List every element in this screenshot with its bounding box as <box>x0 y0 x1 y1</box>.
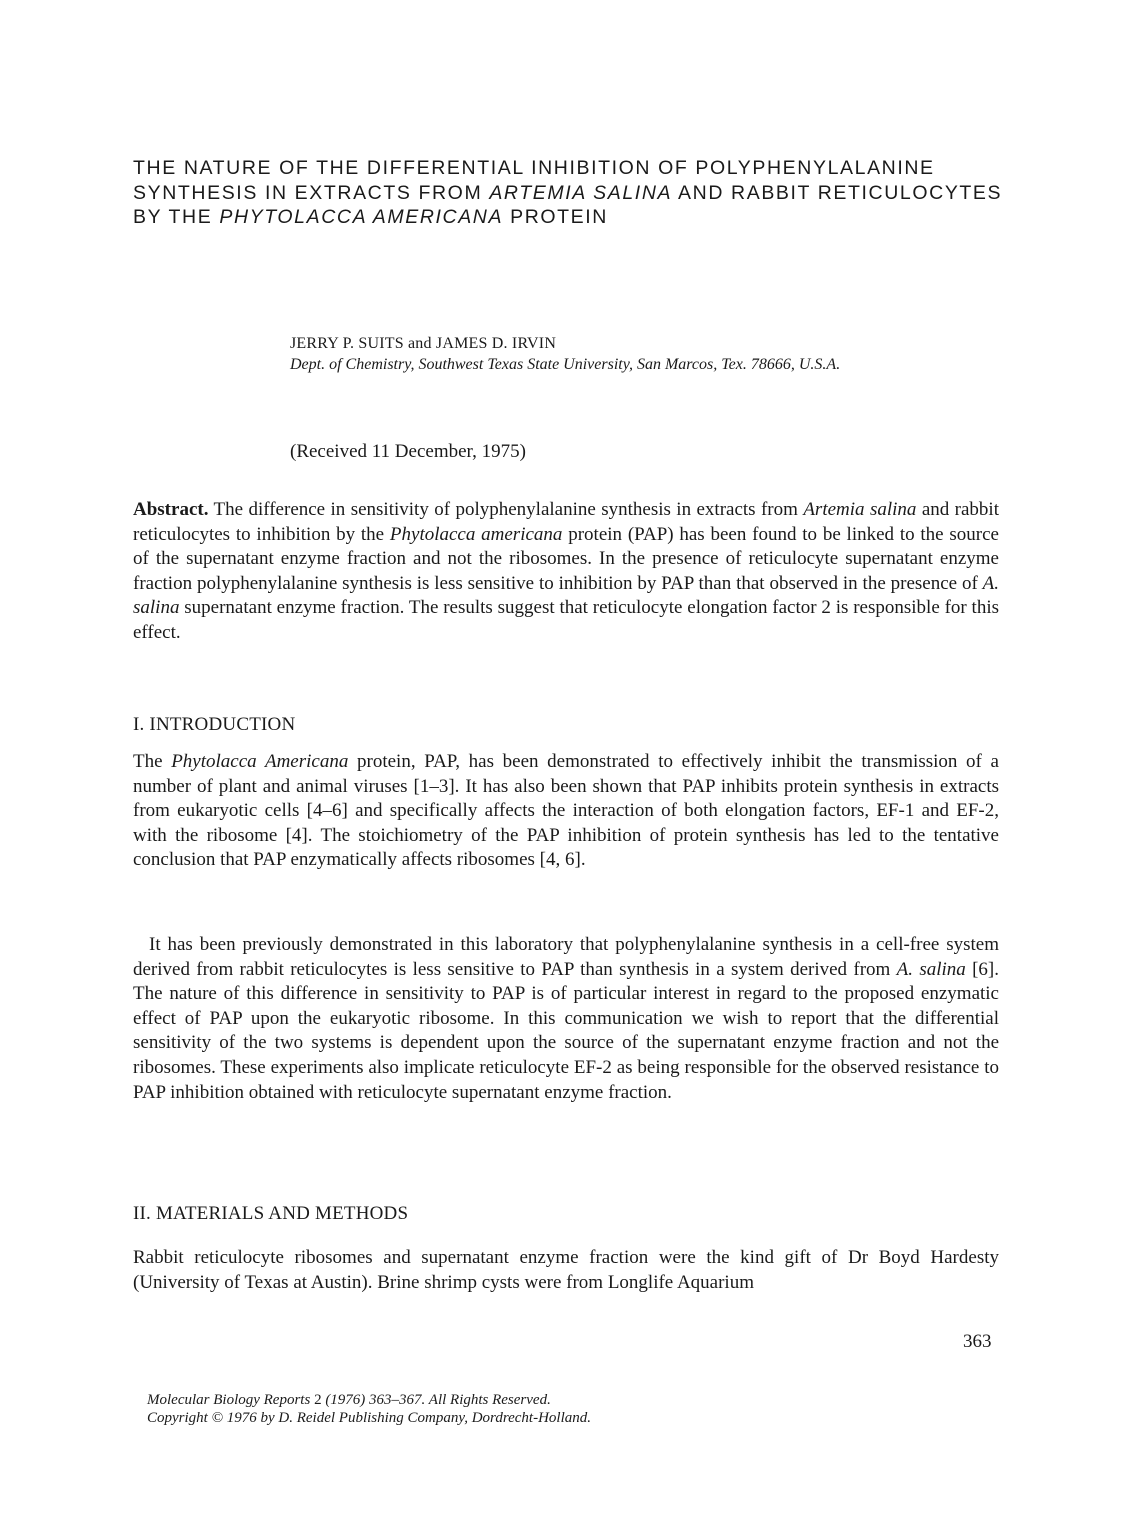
title-text-1: THE NATURE OF THE DIFFERENTIAL INHIBITION OF POLYPHENYLALANINE SYNTHESIS IN EXTRACTS FROM <box>133 157 935 204</box>
intro-p2-italic-1: A. salina <box>896 958 966 980</box>
title-species-artemia: ARTEMIA SALINA <box>489 181 673 204</box>
abstract <box>133 498 999 646</box>
abstract-text-4: supernatant enzyme fraction. The results suggest that reticulocyte elongation factor 2 is responsible for this effect. <box>133 597 999 643</box>
footer-journal: Molecular Biology Reports <box>147 1392 311 1408</box>
intro-p2-text-1: It has been previously demonstrated in this laboratory that polyphenylalanine synthesis in a cell-free system derived from rabbit reticulocytes is less sensitive to PAP than synthesis in a system derived from <box>133 934 999 980</box>
title-text-3: PROTEIN <box>503 206 608 228</box>
page-number: 363 <box>963 1331 992 1352</box>
paper-title <box>133 156 1033 230</box>
footer <box>147 1391 591 1427</box>
intro-p2-text-2: [6]. The nature of this difference in sensitivity to PAP is of particular interest in regard to the proposed enzymatic effect of PAP upon the eukaryotic ribosome. In this communication we wish to report that the differential sensitivity of the two systems is dependent upon the source of the supernatant enzyme fraction and not the ribosomes. These experiments also implicate reticulocyte EF-2 as being responsible for the observed resistance to PAP inhibition obtained with reticulocyte supernatant enzyme fraction. <box>133 958 1000 1103</box>
intro-p1-text-2: protein, PAP, has been demonstrated to effectively inhibit the transmission of a number of plant and animal viruses [1–3]. It has also been shown that PAP inhibits protein synthesis in extracts from eukaryotic cells [4–6] and specifically affects the interaction of both elongation factors, EF-1 and EF-2, with the ribosome [4]. The stoichiometry of the PAP inhibition of protein synthesis has led to the tentative conclusion that PAP enzymatically affects ribosomes [4, 6]. <box>133 751 999 871</box>
abstract-italic-1: Artemia salina <box>803 499 917 520</box>
abstract-text-2: and rabbit reticulocytes to inhibition by the <box>133 499 999 545</box>
affiliation: Dept. of Chemistry, Southwest Texas State University, San Marcos, Tex. 78666, U.S.A. <box>290 356 841 373</box>
title-text-2: AND RABBIT RETICULOCYTES BY THE <box>133 181 1003 228</box>
authors: JERRY P. SUITS and JAMES D. IRVIN <box>290 335 557 352</box>
intro-paragraph-2 <box>133 933 999 1105</box>
title-species-phytolacca: PHYTOLACCA AMERICANA <box>219 206 504 228</box>
intro-p1-text-1: The <box>133 751 172 772</box>
footer-volume: 2 <box>310 1392 326 1408</box>
section-heading-materials-methods: II. MATERIALS AND METHODS <box>133 1203 409 1224</box>
intro-paragraph-1 <box>133 750 999 873</box>
footer-details: (1976) 363–367. All Rights Reserved. <box>325 1392 551 1408</box>
footer-copyright: Copyright © 1976 by D. Reidel Publishing Company, Dordrecht-Holland. <box>147 1410 591 1426</box>
abstract-text-1: The difference in sensitivity of polyphenylalanine synthesis in extracts from <box>208 499 804 520</box>
methods-paragraph-1: Rabbit reticulocyte ribosomes and supernatant enzyme fraction were the kind gift of Dr Boyd Hardesty (University of Texas at Austin). Brine shrimp cysts were from Longlife Aquarium <box>133 1247 999 1293</box>
abstract-italic-3: A. salina <box>133 572 999 619</box>
abstract-label: Abstract. <box>133 499 209 520</box>
section-heading-introduction: I. INTRODUCTION <box>133 714 296 735</box>
intro-p1-italic-1: Phytolacca Americana <box>171 751 349 772</box>
abstract-italic-2: Phytolacca americana <box>389 523 563 545</box>
abstract-text-3: protein (PAP) has been found to be linked to the source of the supernatant enzyme fraction and not the ribosomes. In the presence of reticulocyte supernatant enzyme fraction polyphenylalanine synthesis is less sensitive to inhibition by PAP than that observed in the presence of <box>133 523 999 594</box>
received-date: (Received 11 December, 1975) <box>290 441 526 462</box>
footer-citation <box>147 1391 591 1409</box>
